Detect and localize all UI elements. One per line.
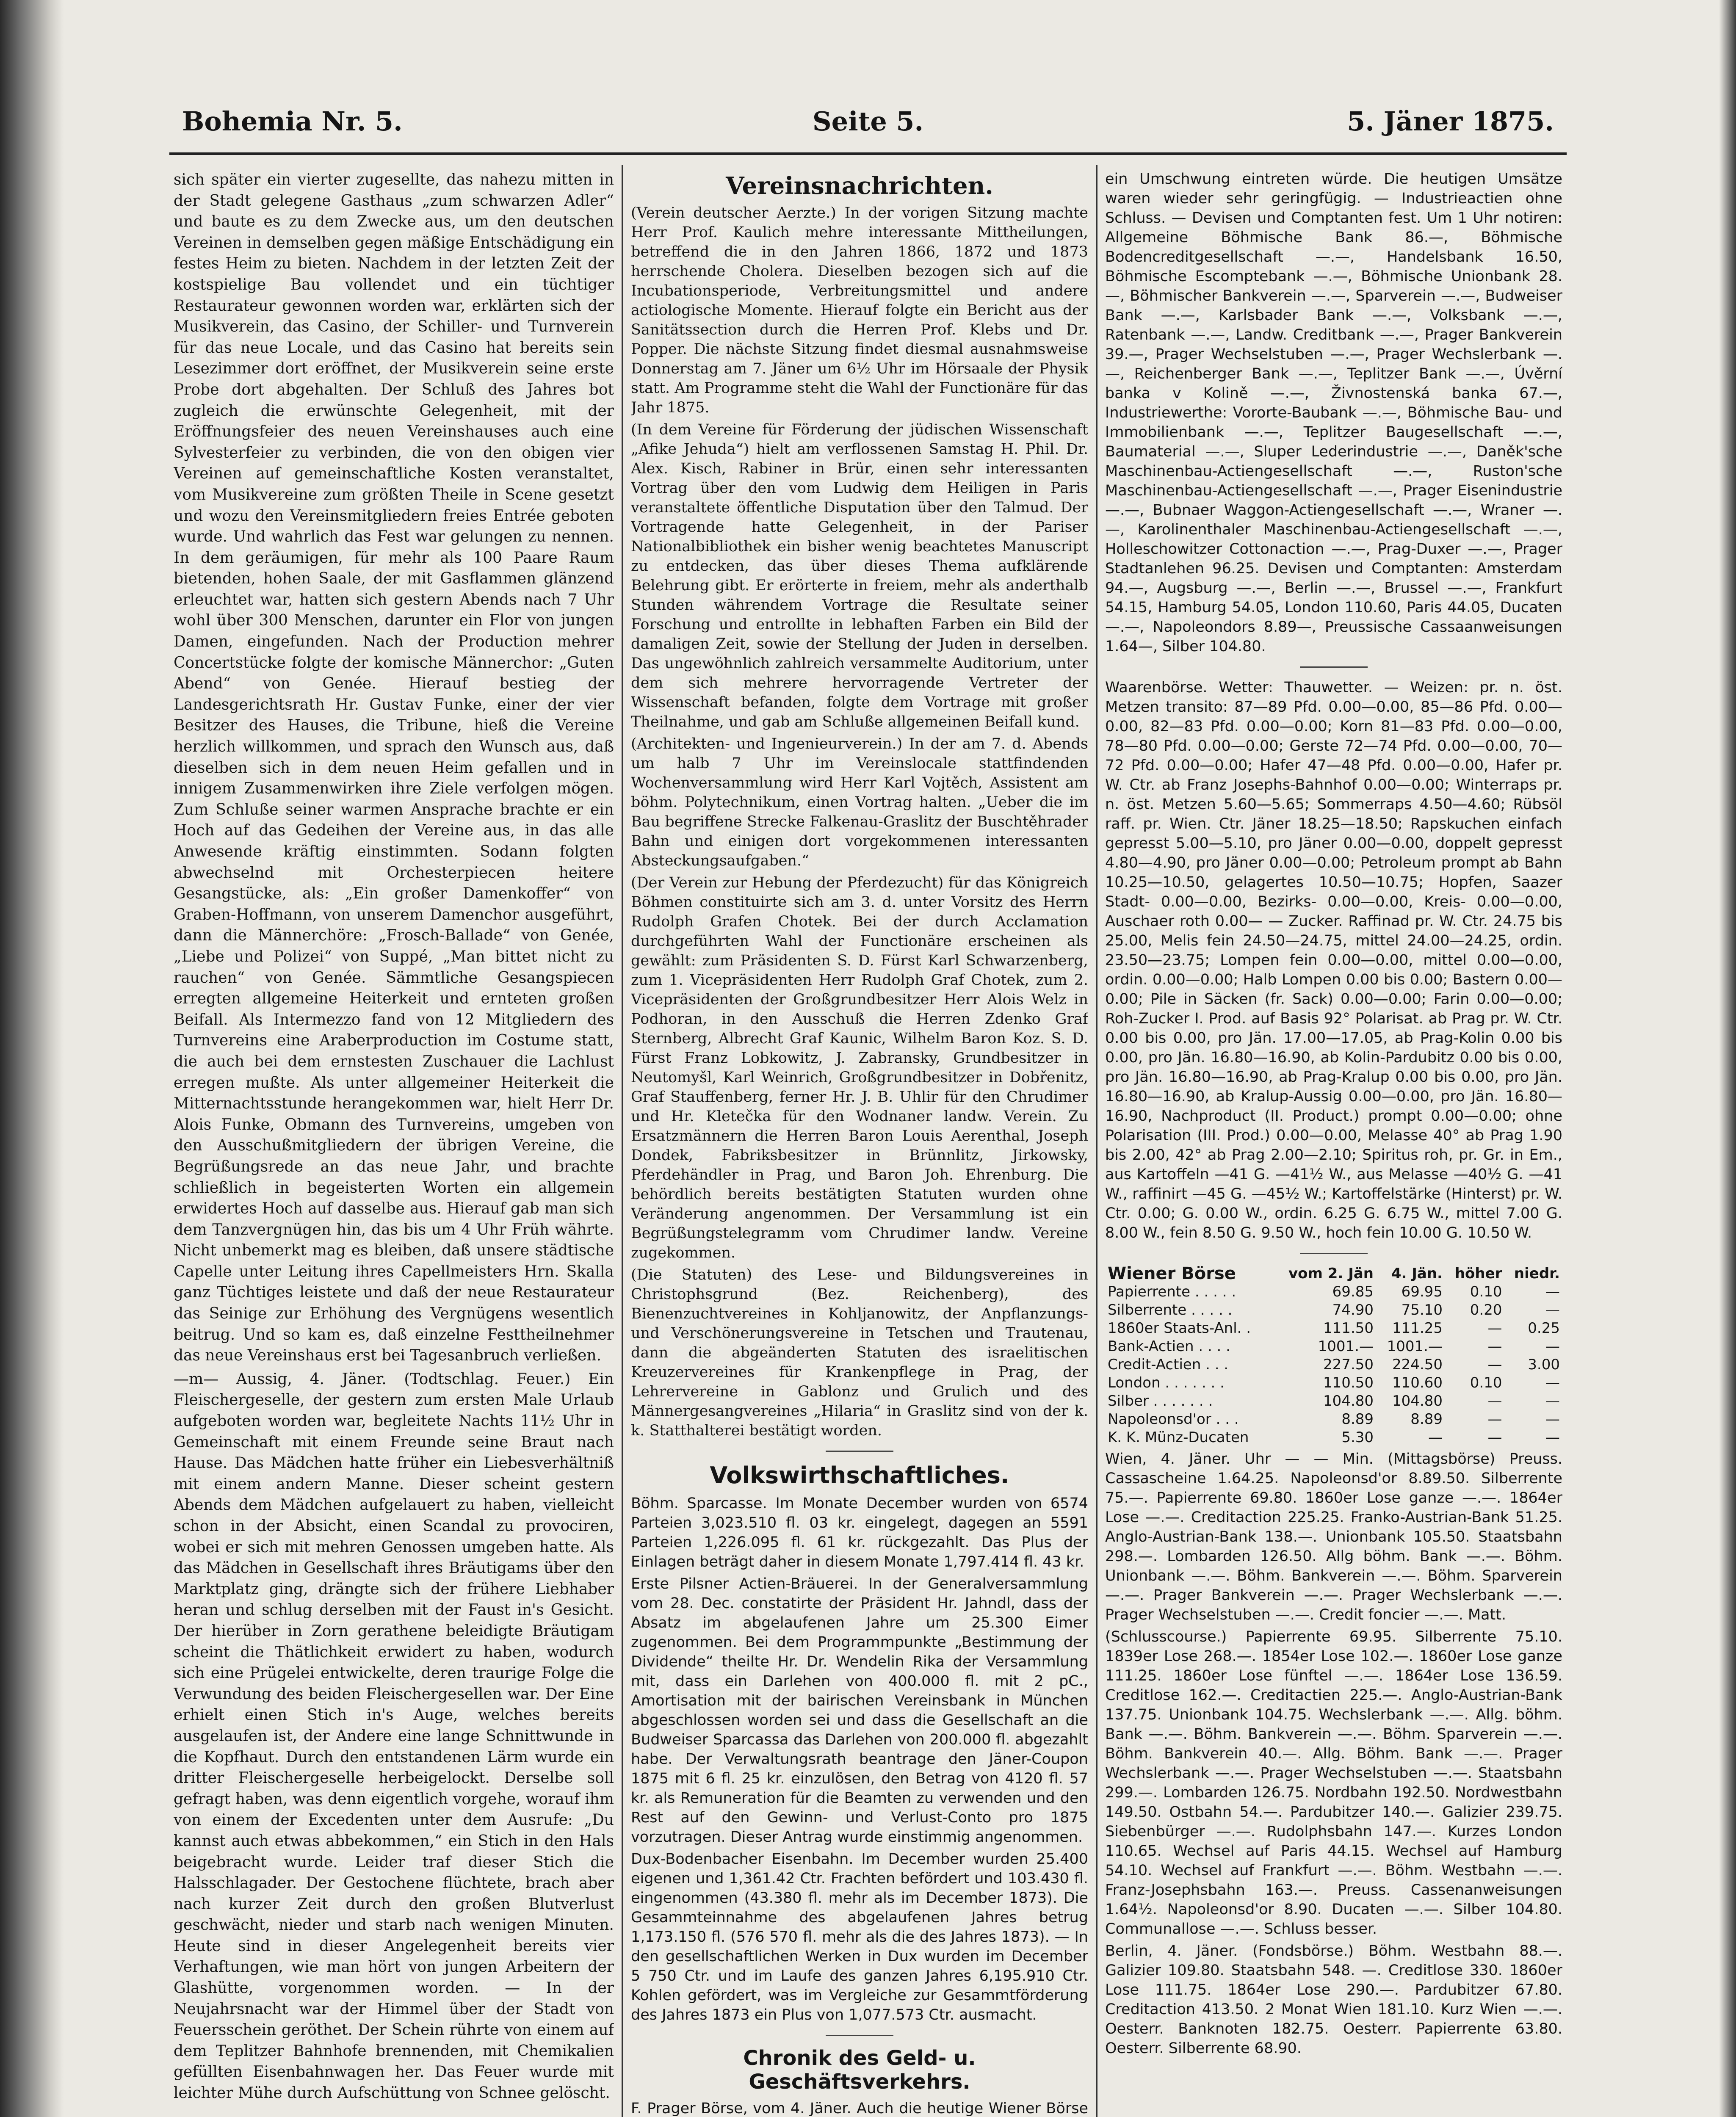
table-row (1105, 1338, 1562, 1356)
table-cell: K. K. Münz-Ducaten (1108, 1429, 1249, 1446)
table-cell: Napoleonsd'or . . . (1108, 1411, 1239, 1428)
table-cell: — (1487, 1320, 1502, 1337)
header-page-number: Seite 5. (812, 106, 924, 137)
table-row (1105, 1374, 1562, 1392)
table-cell: — (1545, 1302, 1560, 1318)
header-rule (169, 152, 1567, 155)
table-cell: 8.89 (1410, 1411, 1443, 1428)
column-left (174, 169, 614, 2117)
table-cell: — (1487, 1411, 1502, 1428)
table-cell: 104.80 (1392, 1393, 1443, 1409)
table-header-row (1105, 1264, 1562, 1283)
section-divider (826, 2035, 893, 2036)
table-cell: 1001.— (1318, 1338, 1374, 1355)
table-cell: 5.30 (1341, 1429, 1374, 1446)
article-paragraph: (Der Verein zur Hebung der Pferdezucht) für das Königreich Böhmen constituirte sich am 3. d. unter Vorsitz des Herrn Rudolph Grafen Chotek. Bei der durch Acclamation durchgeführten Wahl der Functionäre erscheinen als gewählt: zum Präsidenten S. D. Fürst Karl Schwarzenberg, zum 1. Vicepräsidenten Herr Rudolph Graf Chotek, zum 2. Vicepräsidenten der Großgrundbesitzer Herr Alois Welz in Podhoran, in den Ausschuß die Herren Zdenko Graf Sternberg, Albrecht Graf Kaunic, Wilhelm Baron Koz. S. D. Fürst Franz Lobkowitz, J. Zabransky, Grundbesitzer in Neutomyšl, Karl Weinrich, Großgrundbesitzer in Dobřenitz, Graf Stauffenberg, ferner Hr. J. B. Uhlir für den Chrudimer und Hr. Kletečka für den Wodnaner landw. Verein. Zu Ersatzmännern die Herren Baron Louis Aerenthal, Joseph Dondek, Fabriksbesitzer in Brünnlitz, Jirkowsky, Pferdehändler in Prag, und Baron Joh. Ehrenburg. Die behördlich bereits bestätigten Statuten wurden ohne Veränderung angenommen. Der Versammlung ist ein Begrüßungstelegramm vom Chrudimer landw. Vereine zugekommen. (631, 874, 1088, 1261)
section-divider (826, 1451, 893, 1452)
article-paragraph: Dux-Bodenbacher Eisenbahn. Im December wurden 25.400 eigenen und 1,361.42 Ctr. Frachten befördert und 103.430 fl. eingenommen (43.380 fl. mehr als im December 1873). Die Gesammteinnahme des abgelaufenen Jahres betrug 1,173.150 fl. (576 570 fl. mehr als die des Jahres 1873). — In den gesellschaftlichen Werken in Dux wurden im December 5 750 Ctr. und im Laufe des ganzen Jahres 6,195.910 Ctr. Kohlen gefördert, was im Vergleiche zur Gesammtförderung des Jahres 1873 ein Plus von 1,077.573 Ctr. ausmacht. (631, 1851, 1088, 2023)
section-title: Chronik des Geld- u. Geschäftsverkehrs. (743, 2046, 976, 2094)
table-cell: 75.10 (1401, 1302, 1443, 1318)
table-cell: — (1545, 1338, 1560, 1355)
column-right (1105, 169, 1562, 2117)
table-cell: — (1545, 1393, 1560, 1409)
section-divider (1300, 1253, 1368, 1254)
table-header-cell: 4. Jän. (1391, 1265, 1443, 1282)
table-cell: 1860er Staats-Anl. . (1108, 1320, 1251, 1337)
table-row (1105, 1319, 1562, 1338)
article-paragraph: (In dem Vereine für Förderung der jüdischen Wissenschaft „Afike Jehuda“) hielt am verflossenen Samstag H. Phil. Dr. Alex. Kisch, Rabiner in Brür, einen sehr interessanten Vortrag über den vom Ludwig dem Heiligen in Paris veranstaltete öffentliche Disputation über den Talmud. Der Vortragende hatte Gelegenheit, in der Pariser Nationalbibliothek ein bisher wenig beachtetes Manuscript zu entdecken, das über dieses Thema aufklärende Belehrung gibt. Er erörterte in freiem, mehr als anderthalb Stunden währendem Vortrage die Resultate seiner Forschung und entrollte in lebhaften Farben ein Bild der damaligen Zeit, sowie der Stellung der Juden in derselben. Das ungewöhnlich zahlreich versammelte Auditorium, unter dem sich mehrere hervorragende Vertreter der Wissenschaft befanden, folgte dem Vortrage mit großer Theilnahme, und gab am Schluße allgemeinen Beifall kund. (631, 421, 1088, 730)
table-row (1105, 1356, 1562, 1374)
article-paragraph: Waarenbörse. Wetter: Thauwetter. — Weizen: pr. n. öst. Metzen transito: 87—89 Pfd. 0.00—0.00, 85—86 Pfd. 0.00—0.00, 82—83 Pfd. 0.00—0.00; Korn 81—83 Pfd. 0.00—0.00, 78—80 Pfd. 0.00—0.00; Gerste 72—74 Pfd. 0.00—0.00, 70—72 Pfd. 0.00—0.00; Hafer 47—48 Pfd. 0.00—0.00, Hafer pr. W. Ctr. ab Franz Josephs-Bahnhof 0.00—0.00; Winterraps pr. n. öst. Metzen 5.60—5.65; Sommerraps 4.50—4.60; Rübsöl raff. pr. Wien. Ctr. Jäner 18.25—18.50; Rapskuchen einfach gepresst 5.00—5.10, pro Jäner 0.00—0.00, doppelt gepresst 4.80—4.90, pro Jäner 0.00—0.00; Petroleum prompt ab Bahn 10.25—10.50, gelagertes 10.50—10.75; Hopfen, Saazer Stadt- 0.00—0.00, Bezirks- 0.00—0.00, Kreis- 0.00—0.00, Auschaer roth 0.00— — Zucker. Raffinad pr. W. Ctr. 24.75 bis 25.00, Melis fein 24.50—24.75, mittel 24.00—24.25, ordin. 23.50—23.75; Lompen fein 0.00—0.00, mittel 0.00—0.00, ordin. 0.00—0.00; Halb Lompen 0.00 bis 0.00; Bastern 0.00—0.00; Pile in Säcken (fr. Sack) 0.00—0.00; Farin 0.00—0.00; Roh-Zucker I. Prod. auf Basis 92° Polarisat. ab Prag pr. W. Ctr. 0.00 bis 0.00, pro Jän. 17.00—17.05, ab Prag-Kolin 0.00 bis 0.00, pro Jän. 16.80—16.90, ab Kolin-Pardubitz 0.00 bis 0.00, pro Jän. 16.80—16.90, ab Prag-Kralup 0.00 bis 0.00, pro Jän. 16.80—16.90, ab Kralup-Aussig 0.00—0.00, pro Jän. 16.80—16.90, Nachproduct (II. Product.) prompt 0.00—0.00; ohne Polarisation (III. Prod.) 0.00—0.00, Melasse 40° ab Prag 1.90 bis 2.00, 42° ab Prag 2.00—2.10; Spiritus roh, pr. Gr. in Em., aus Kartoffeln —41 G. —41½ W., aus Melasse —40½ G. —41 W., raffinirt —45 G. —45½ W.; Kartoffelstärke (Hinterst) pr. W. Ctr. 0.00; G. 0.00 W., ordin. 6.25 G. 6.75 W., mittel 7.00 G. 8.00 W., fein 8.50 G. 9.50 W., hoch fein 10.00 G. 10.50 W. (1105, 679, 1562, 1241)
table-cell: Silberrente . . . . . (1108, 1302, 1233, 1318)
table-row (1105, 1392, 1562, 1410)
article-paragraph: (Architekten- und Ingenieurverein.) In der am 7. d. Abends um halb 7 Uhr im Vereinslocale stattfindenden Wochenversammlung wird Herr Karl Vojtěch, Assistent am böhm. Polytechnikum, einen Vortrag halten. „Ueber die im Bau begriffene Strecke Falkenau-Graslitz der Buschtěhrader Bahn und einigen dort vorgekommenen interessanten Absteckungsaufgaben.“ (631, 735, 1088, 869)
table-cell: 0.10 (1470, 1283, 1502, 1300)
table-cell: — (1545, 1411, 1560, 1428)
table-row (1105, 1429, 1562, 1447)
table-cell: Papierrente . . . . . (1108, 1283, 1236, 1300)
table-cell: 0.25 (1528, 1320, 1560, 1337)
article-paragraph: ein Umschwung eintreten würde. Die heutigen Umsätze waren wieder sehr geringfügig. — Industrieactien ohne Schluss. — Devisen und Comptanten fest. Um 1 Uhr notiren: Allgemeine Böhmische Bank 86.—, Böhmische Bodencreditgesellschaft —.—, Handelsbank 16.50, Böhmische Escomptebank —.—, Böhmische Unionbank 28.—, Böhmischer Bankverein —.—, Sparverein —.—, Budweiser Bank —.—, Karlsbader Bank —.—, Volksbank —.—, Ratenbank —.—, Landw. Creditbank —.—, Prager Bankverein 39.—, Prager Wechselstuben —.—, Prager Wechslerbank —.—, Reichenberger Bank —.—, Teplitzer Bank —.—, Úvěrní banka v Kolině —.—, Živnostenská banka 67.—, Industriewerthe: Vororte-Baubank —.—, Böhmische Bau- und Immobilienbank —.—, Teplitzer Baugesellschaft —.—, Baumaterial —.—, Sluper Lederindustrie —.—, Daněk'sche Maschinenbau-Actiengesellschaft —.—, Ruston'sche Maschinenbau-Actiengesellschaft —.—, Prager Eisenindustrie —.—, Bubnaer Waggon-Actiengesellschaft —.—, Wraner —.—, Karolinenthaler Maschinenbau-Actiengesellschaft —.—, Holleschowitzer Cottonaction —.—, Prag-Duxer —.—, Prager Stadtanlehen 96.25. Devisen und Comptanten: Amsterdam 94.—, Augsburg —.—, Berlin —.—, Brussel —.—, Frankfurt 54.15, Hamburg 54.05, London 110.60, Paris 44.05, Ducaten —.—, Napoleondors 8.89—, Preussische Cassaanweisungen 1.64—, Silber 104.80. (1105, 171, 1562, 655)
table-cell: 69.85 (1332, 1283, 1374, 1300)
header-date: 5. Jäner 1875. (1347, 106, 1554, 137)
table-cell: 8.89 (1341, 1411, 1374, 1428)
table-cell: 104.80 (1323, 1393, 1374, 1409)
article-paragraph: (Verein deutscher Aerzte.) In der vorigen Sitzung machte Herr Prof. Kaulich mehre interessante Mittheilungen, betreffend die in den Jahren 1866, 1872 und 1873 herrschende Cholera. Dieselben bezogen sich auf die Incubationsperiode, Verbreitungsmittel und andere actiologische Momente. Hierauf folgte ein Bericht aus der Sanitätssection durch die Herren Prof. Klebs und Dr. Popper. Die nächste Sitzung findet diesmal ausnahmsweise Donnerstag am 7. Jäner um 6½ Uhr im Hörsaale der Physik statt. Am Programme steht die Wahl der Functionäre für das Jahr 1875. (631, 205, 1088, 416)
table-cell: — (1487, 1429, 1502, 1446)
article-paragraph: —m— Aussig, 4. Jäner. (Todtschlag. Feuer.) Ein Fleischergeselle, der gestern zum ersten Male Urlaub aufgeboten worden war, begleitete Nachts 11½ Uhr in Gemeinschaft mit einem Freunde seine Braut nach Hause. Das Mädchen hatte früher ein Liebesverhältniß mit einem andern Manne. Dieser scheint gestern Abends dem Mädchen aufgelauert zu haben, vielleicht schon in der Absicht, einen Scandal zu provociren, wobei er sich mit mehren Genossen umgeben hatte. Als das Mädchen in Gesellschaft ihres Bräutigams über den Marktplatz ging, drängte sich der frühere Liebhaber heran und schlug derselben mit der Faust in's Gesicht. Der hierüber in Zorn gerathene beleidigte Bräutigam scheint die Thätlichkeit erwidert zu haben, wodurch sich eine Prügelei entwickelte, deren traurige Folge die Verwundung des beiden Fleischergesellen war. Der Eine erhielt einen Stich in's Auge, welches bereits ausgelaufen ist, der Andere eine lange Schnittwunde in die Kopfhaut. Durch den entstandenen Lärm wurde ein dritter Fleischergeselle herbeigelockt. Derselbe soll gefragt haben, was denn eigentlich vorgehe, worauf ihm von einem der Excedenten unter dem Ausrufe: „Du kannst auch etwas abbekommen,“ ein Stich in den Hals beigebracht wurde. Leider traf dieser Stich die Halsschlagader. Der Gestochene flüchtete, brach aber nach kurzer Zeit durch den großen Blutverlust geschwächt, nieder und starb nach wenigen Minuten. Heute sind in dieser Angelegenheit bereits vier Verhaftungen, wie man hört von jungen Arbeitern der Glashütte, vorgenommen worden. — In der Neujahrsnacht war der Himmel über der Stadt von Feuersschein geröthet. Der Schein rührte von einem auf dem Teplitzer Bahnhofe brennenden, mit Chemikalien gefüllten Eisenbahnwagen her. Das Feuer wurde mit leichter Mühe durch Aufschüttung von Schnee gelöscht. (174, 1370, 614, 2102)
table-cell: 110.60 (1392, 1374, 1443, 1391)
table-cell: — (1428, 1429, 1443, 1446)
page-header (169, 106, 1567, 152)
table-cell: 0.10 (1470, 1374, 1502, 1391)
table-cell: — (1487, 1356, 1502, 1373)
column-middle (631, 169, 1088, 2117)
table-cell: 111.50 (1323, 1320, 1374, 1337)
table-cell: 227.50 (1323, 1356, 1374, 1373)
table-cell: Credit-Actien . . . (1108, 1356, 1229, 1373)
article-paragraph: sich später ein vierter zugesellte, das nahezu mitten in der Stadt gelegene Gasthaus „zum schwarzen Adler“ und baute es zu dem Zwecke aus, um den deutschen Vereinen in demselben gegen mäßige Entschädigung ein festes Heim zu bieten. Nachdem in der letzten Zeit der kostspielige Bau vollendet und ein tüchtiger Restaurateur gewonnen worden war, erklärten sich der Musikverein, das Casino, der Schiller- und Turnverein für das neue Locale, und das Casino hat bereits sein Lesezimmer dort eröffnet, der Musikverein seine erste Probe dort abgehalten. Der Schluß des Jahres bot zugleich die erwünschte Gelegenheit, mit der Eröffnungsfeier des neuen Vereinshauses auch eine Sylvesterfeier zu verbinden, die von den obigen vier Vereinen auf gemeinschaftliche Kosten veranstaltet, vom Musikvereine zum größten Theile in Scene gesetzt und wozu den Vereinsmitgliedern freies Entrée geboten wurde. Und wahrlich das Fest war gelungen zu nennen. In dem geräumigen, für mehr als 100 Paare Raum bietenden, hohen Saale, der mit Gasflammen glänzend erleuchtet war, hatten sich gestern Abends nach 7 Uhr wohl über 300 Menschen, darunter ein Flor von jungen Damen, eingefunden. Nach der Production mehrer Concertstücke folgte der komische Männerchor: „Guten Abend“ von Genée. Hierauf bestieg der Landesgerichtsrath Hr. Gustav Funke, einer der vier Besitzer des Hauses, die Tribune, hieß die Vereine herzlich willkommen, und sprach den Wunsch aus, daß dieselben sich in dem neuen Heim gefallen und in innigem Zusammenwirken ihre Ziele verfolgen mögen. Zum Schluße seiner warmen Ansprache brachte er ein Hoch auf das Gedeihen der Vereine aus, in das alle Anwesende kräftig einstimmten. Sodann folgten abwechselnd mit Orchesterpiecen heitere Gesangstücke, als: „Ein großer Damenkoffer“ von Graben-Hoffmann, von unserem Damenchor ausgeführt, dann die Männerchöre: „Frosch-Ballade“ von Genée, „Liebe und Polizei“ von Suppé, „Man bittet nicht zu rauchen“ von Genée. Sämmtliche Gesangspiecen erregten allgemeine Heiterkeit und ernteten großen Beifall. Als Intermezzo fand von 12 Mitgliedern des Turnvereins eine Araberproduction im Costume statt, die auch bei dem ernstesten Zuschauer die Lachlust erregen mußte. Als unter allgemeiner Heiterkeit die Mitternachtsstunde herangekommen war, hielt Herr Dr. Alois Funke, Obmann des Turnvereins, umgeben von den Ausschußmitgliedern der übrigen Vereine, die Begrüßungsrede an das neue Jahr, und brachte schließlich in begeisterten Worten ein allgemein erwidertes Hoch auf dasselbe aus. Hierauf gab man sich dem Tanzvergnügen hin, das bis um 4 Uhr Früh währte. Nicht unbemerkt mag es bleiben, daß unsere städtische Capelle unter Leitung ihres Capellmeisters Hrn. Skalla ganz Tüchtiges leistete und daß der neue Restaurateur das Seinige zur Erhöhung des Vergnügens wesentlich beitrug. Und so kam es, daß einzelne Festtheilnehmer das neue Vereinshaus erst bei Tagesanbruch verließen. (174, 171, 614, 1365)
table-cell: London . . . . . . . (1108, 1374, 1225, 1391)
table-cell: 1001.— (1387, 1338, 1443, 1355)
article-paragraph: F. Prager Börse, vom 4. Jäner. Auch die heutige Wiener Börse (631, 2100, 1088, 2117)
article-paragraph: (Schlusscourse.) Papierrente 69.95. Silberrente 75.10. 1839er Lose 268.—. 1854er Lose 102.—. 1860er Lose ganze 111.25. 1860er Lose fünftel —.—. 1864er Lose 136.59. Creditlose 162.—. Creditactien 225.—. Anglo-Austrian-Bank 137.75. Unionbank 104.75. Wechslerbank —.—. Allg. böhm. Bank —.—. Böhm. Bankverein —.—. Böhm. Sparverein —.—. Böhm. Bankverein 40.—. Allg. Böhm. Bank —.—. Prager Wechslerbank —.—. Prager Wechselstuben —.—. Staatsbahn 299.—. Lombarden 126.75. Nordbahn 192.50. Nordwestbahn 149.50. Ostbahn 54.—. Pardubitzer 140.—. Galizier 239.75. Siebenbürger —.—. Rudolphsbahn 147.—. Kurzes London 110.65. Wechsel auf Paris 44.15. Wechsel auf Hamburg 54.10. Wechsel auf Frankfurt —.—. Böhm. Westbahn —.—. Franz-Josephsbahn 163.—. Preuss. Cassenanweisungen 1.64½. Napoleonsd'or 8.90. Ducaten —.—. Silber 104.80. Communallose —.—. Schluss besser. (1105, 1628, 1562, 1937)
table-header-cell: niedr. (1514, 1265, 1560, 1282)
table-cell: — (1545, 1429, 1560, 1446)
table-row (1105, 1410, 1562, 1429)
article-paragraph: (Die Statuten) des Lese- und Bildungsvereines in Christophsgrund (Bez. Reichenberg), des Bienenzuchtvereines in Kohljanowitz, der Anpflanzungs- und Verschönerungsvereine in Tetschen und Trautenau, dann die abgeänderten Statuten des israelitischen Kreuzervereines für Krankenpflege in Prag, der Lehrervereine in Gablonz und Grulich und des Männergesangvereines „Hilaria“ in Graslitz sind von der k. k. Statthalterei bestätigt worden. (631, 1266, 1088, 1439)
column-divider (1096, 165, 1097, 2117)
header-masthead: Bohemia Nr. 5. (182, 106, 403, 137)
table-header-cell: vom 2. Jän (1288, 1265, 1374, 1282)
table-header-cell: höher (1454, 1265, 1502, 1282)
section-title: Vereinsnachrichten. (726, 172, 993, 200)
table-header-cell: Wiener Börse (1108, 1264, 1236, 1283)
table-cell: 224.50 (1392, 1356, 1443, 1373)
table-row (1105, 1283, 1562, 1301)
section-title: Volkswirthschaftliches. (710, 1462, 1009, 1489)
scan-edge-shadow (0, 0, 64, 2117)
scan-edge-right (1719, 0, 1736, 2117)
table-cell: 74.90 (1332, 1302, 1374, 1318)
article-paragraph: Erste Pilsner Actien-Bräuerei. In der Generalversammlung vom 28. Dec. constatirte der Präsident Hr. Jahndl, dass der Absatz im abgelaufenen Jahre um 25.300 Eimer zugenommen. Bei dem Programmpunkte „Bestimmung der Dividende“ theilte Hr. Dr. Wendelin Rika der Versammlung mit, dass ein Darlehen von 400.000 fl. mit 2 pC., Amortisation mit der bairischen Vereinsbank in München abgeschlossen worden sei und dass die Gesellschaft an die Budweiser Sparcassa das Darlehen von 200.000 fl. abgezahlt habe. Der Verwaltungsrath beantrage den Jäner-Coupon 1875 mit 6 fl. 25 kr. einzulösen, den Betrag von 4120 fl. 57 kr. als Remuneration für die Beamten zu verwenden und den Rest auf den Gewinn- und Verlust-Conto pro 1875 vorzutragen. Dieser Antrag wurde einstimmig angenommen. (631, 1575, 1088, 1846)
table-cell: — (1545, 1374, 1560, 1391)
table-row (1105, 1301, 1562, 1319)
table-cell: 3.00 (1528, 1356, 1560, 1373)
article-paragraph: Böhm. Sparcasse. Im Monate December wurden von 6574 Parteien 3,023.510 fl. 03 kr. eingelegt, dagegen an 5591 Parteien 1,226.095 fl. 61 kr. rückgezahlt. Das Plus der Einlagen beträgt daher in diesem Monate 1,797.414 fl. 43 kr. (631, 1495, 1088, 1570)
section-divider (1300, 666, 1368, 668)
table-cell: Silber . . . . . . . (1108, 1393, 1213, 1409)
table-cell: 69.95 (1401, 1283, 1443, 1300)
table-cell: 110.50 (1323, 1374, 1374, 1391)
table-cell: Bank-Actien . . . . (1108, 1338, 1230, 1355)
table-cell: — (1545, 1283, 1560, 1300)
newspaper-page (169, 97, 1567, 2117)
article-paragraph: Berlin, 4. Jäner. (Fondsbörse.) Böhm. Westbahn 88.—. Galizier 109.80. Staatsbahn 548. —. Creditlose 330. 1860er Lose 111.75. 1864er Lose 290.—. Pardubitzer 67.80. Creditaction 413.50. 2 Monat Wien 181.10. Kurz Wien —.—. Oesterr. Banknoten 182.75. Oesterr. Papierrente 63.80. Oesterr. Silberrente 68.90. (1105, 1943, 1562, 2057)
table-cell: 0.20 (1470, 1302, 1502, 1318)
table-cell: — (1487, 1338, 1502, 1355)
table-cell: — (1487, 1393, 1502, 1409)
article-paragraph: Wien, 4. Jäner. Uhr — — Min. (Mittagsbörse) Preuss. Cassascheine 1.64.25. Napoleonsd'or 8.89.50. Silberrente 75.—. Papierrente 69.80. 1860er Lose ganze —.—. 1864er Lose —.—. Creditaction 225.25. Franko-Austrian-Bank 51.25. Anglo-Austrian-Bank 138.—. Unionbank 105.50. Staatsbahn 298.—. Lombarden 126.50. Allg böhm. Bank —.—. Böhm. Unionbank —.—. Böhm. Bankverein —.—. Böhm. Sparverein —.—. Prager Bankverein —.—. Prager Wechslerbank —.—. Prager Wechselstuben —.—. Credit foncier —.—. Matt. (1105, 1451, 1562, 1623)
wiener-boerse-table (1105, 1264, 1562, 1447)
table-cell: 111.25 (1392, 1320, 1443, 1337)
column-divider (622, 165, 623, 2117)
